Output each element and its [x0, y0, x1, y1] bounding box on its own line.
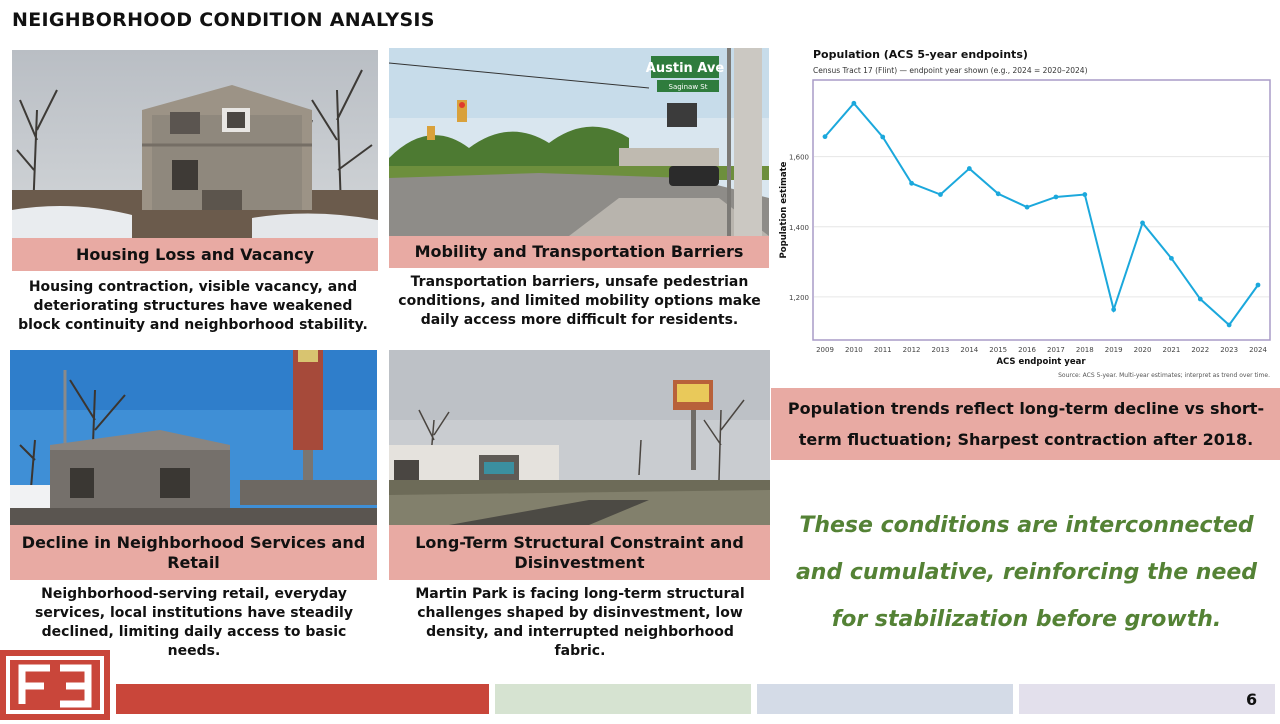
x-tick-label: 2010: [844, 346, 863, 354]
caption-mobility: Mobility and Transportation Barriers: [389, 236, 769, 268]
x-tick-label: 2009: [816, 346, 834, 354]
description-disinvestment: Martin Park is facing long-term structural challenges shaped by disinvestment, low density, and interrupted neighborhood fabric.: [415, 586, 745, 659]
chart-source: Source: ACS 5-year. Multi-year estimates; interpret as trend over time.: [1058, 372, 1270, 379]
photo-disinvestment: [389, 350, 770, 525]
x-tick-label: 2022: [1191, 346, 1210, 354]
data-point: [823, 134, 828, 139]
data-point: [938, 192, 943, 197]
data-point: [1025, 205, 1030, 210]
x-tick-label: 2021: [1162, 346, 1181, 354]
x-tick-label: 2012: [902, 346, 921, 354]
chart-subtitle: Census Tract 17 (Flint) — endpoint year shown (e.g., 2024 = 2020–2024): [813, 66, 1088, 75]
population-chart-svg: [775, 42, 1278, 382]
x-tick-label: 2023: [1220, 346, 1239, 354]
x-tick-label: 2024: [1249, 346, 1267, 354]
data-point: [1227, 323, 1232, 328]
photo-mobility: [389, 48, 769, 236]
y-tick-label: 1,200: [788, 293, 809, 302]
chart-ylabel: Population estimate: [779, 161, 789, 259]
x-tick-label: 2017: [1047, 346, 1065, 354]
logo: [0, 650, 110, 720]
page-number: 6: [1246, 690, 1258, 709]
page-title: NEIGHBORHOOD CONDITION ANALYSIS: [12, 9, 435, 31]
x-tick-label: 2013: [931, 346, 950, 354]
x-tick-label: 2018: [1075, 346, 1094, 354]
x-tick-label: 2020: [1133, 346, 1152, 354]
x-tick-label: 2011: [873, 346, 892, 354]
population-chart: [775, 42, 1278, 382]
description-mobility: Transportation barriers, unsafe pedestrian conditions, and limited mobility options make daily access more difficult for residents.: [398, 274, 761, 328]
conclusion-statement: These conditions are interconnected and cumulative, reinforcing the need for stabilization before growth.: [795, 513, 1258, 632]
data-point: [1169, 256, 1174, 261]
data-point: [1198, 297, 1203, 302]
description-housing: Housing contraction, visible vacancy, and deteriorating structures have weakened block continuity and neighborhood stability.: [18, 279, 368, 333]
caption-housing: Housing Loss and Vacancy: [12, 238, 378, 271]
footer-bar-blue: [757, 684, 1013, 714]
data-point: [1140, 221, 1145, 226]
y-tick-label: 1,400: [788, 223, 809, 232]
footer-bar-red: [116, 684, 489, 714]
logo-mark: [0, 650, 110, 720]
data-point: [851, 101, 856, 106]
population-callout: Population trends reflect long-term decline vs short-term fluctuation; Sharpest contraction after 2018.: [771, 388, 1280, 460]
data-point: [909, 181, 914, 186]
data-point: [880, 135, 885, 140]
data-point: [1082, 192, 1087, 197]
street-sign-text: Austin Ave: [645, 61, 725, 76]
data-point: [1111, 307, 1116, 312]
x-tick-label: 2016: [1018, 346, 1036, 354]
y-tick-label: 1,600: [788, 153, 809, 162]
x-tick-label: 2015: [989, 346, 1008, 354]
chart-xlabel: ACS endpoint year: [996, 357, 1086, 367]
x-tick-label: 2014: [960, 346, 979, 354]
photo-housing: [12, 50, 378, 238]
data-point: [1256, 283, 1261, 288]
x-tick-label: 2019: [1104, 346, 1123, 354]
street-sign-2-text: Saginaw St: [668, 83, 708, 91]
chart-title: Population (ACS 5-year endpoints): [813, 48, 1028, 61]
footer-bar-green: [495, 684, 751, 714]
caption-disinvestment: Long-Term Structural Constraint and Disinvestment: [389, 525, 770, 580]
data-point: [967, 166, 972, 171]
description-services: Neighborhood-serving retail, everyday services, local institutions have steadily declined, limiting daily access to basic needs.: [35, 586, 353, 659]
data-point: [996, 191, 1001, 196]
footer-bar-lavender: [1019, 684, 1275, 714]
data-point: [1054, 195, 1059, 200]
photo-services: [10, 350, 377, 525]
caption-services: Decline in Neighborhood Services and Retail: [10, 525, 377, 580]
